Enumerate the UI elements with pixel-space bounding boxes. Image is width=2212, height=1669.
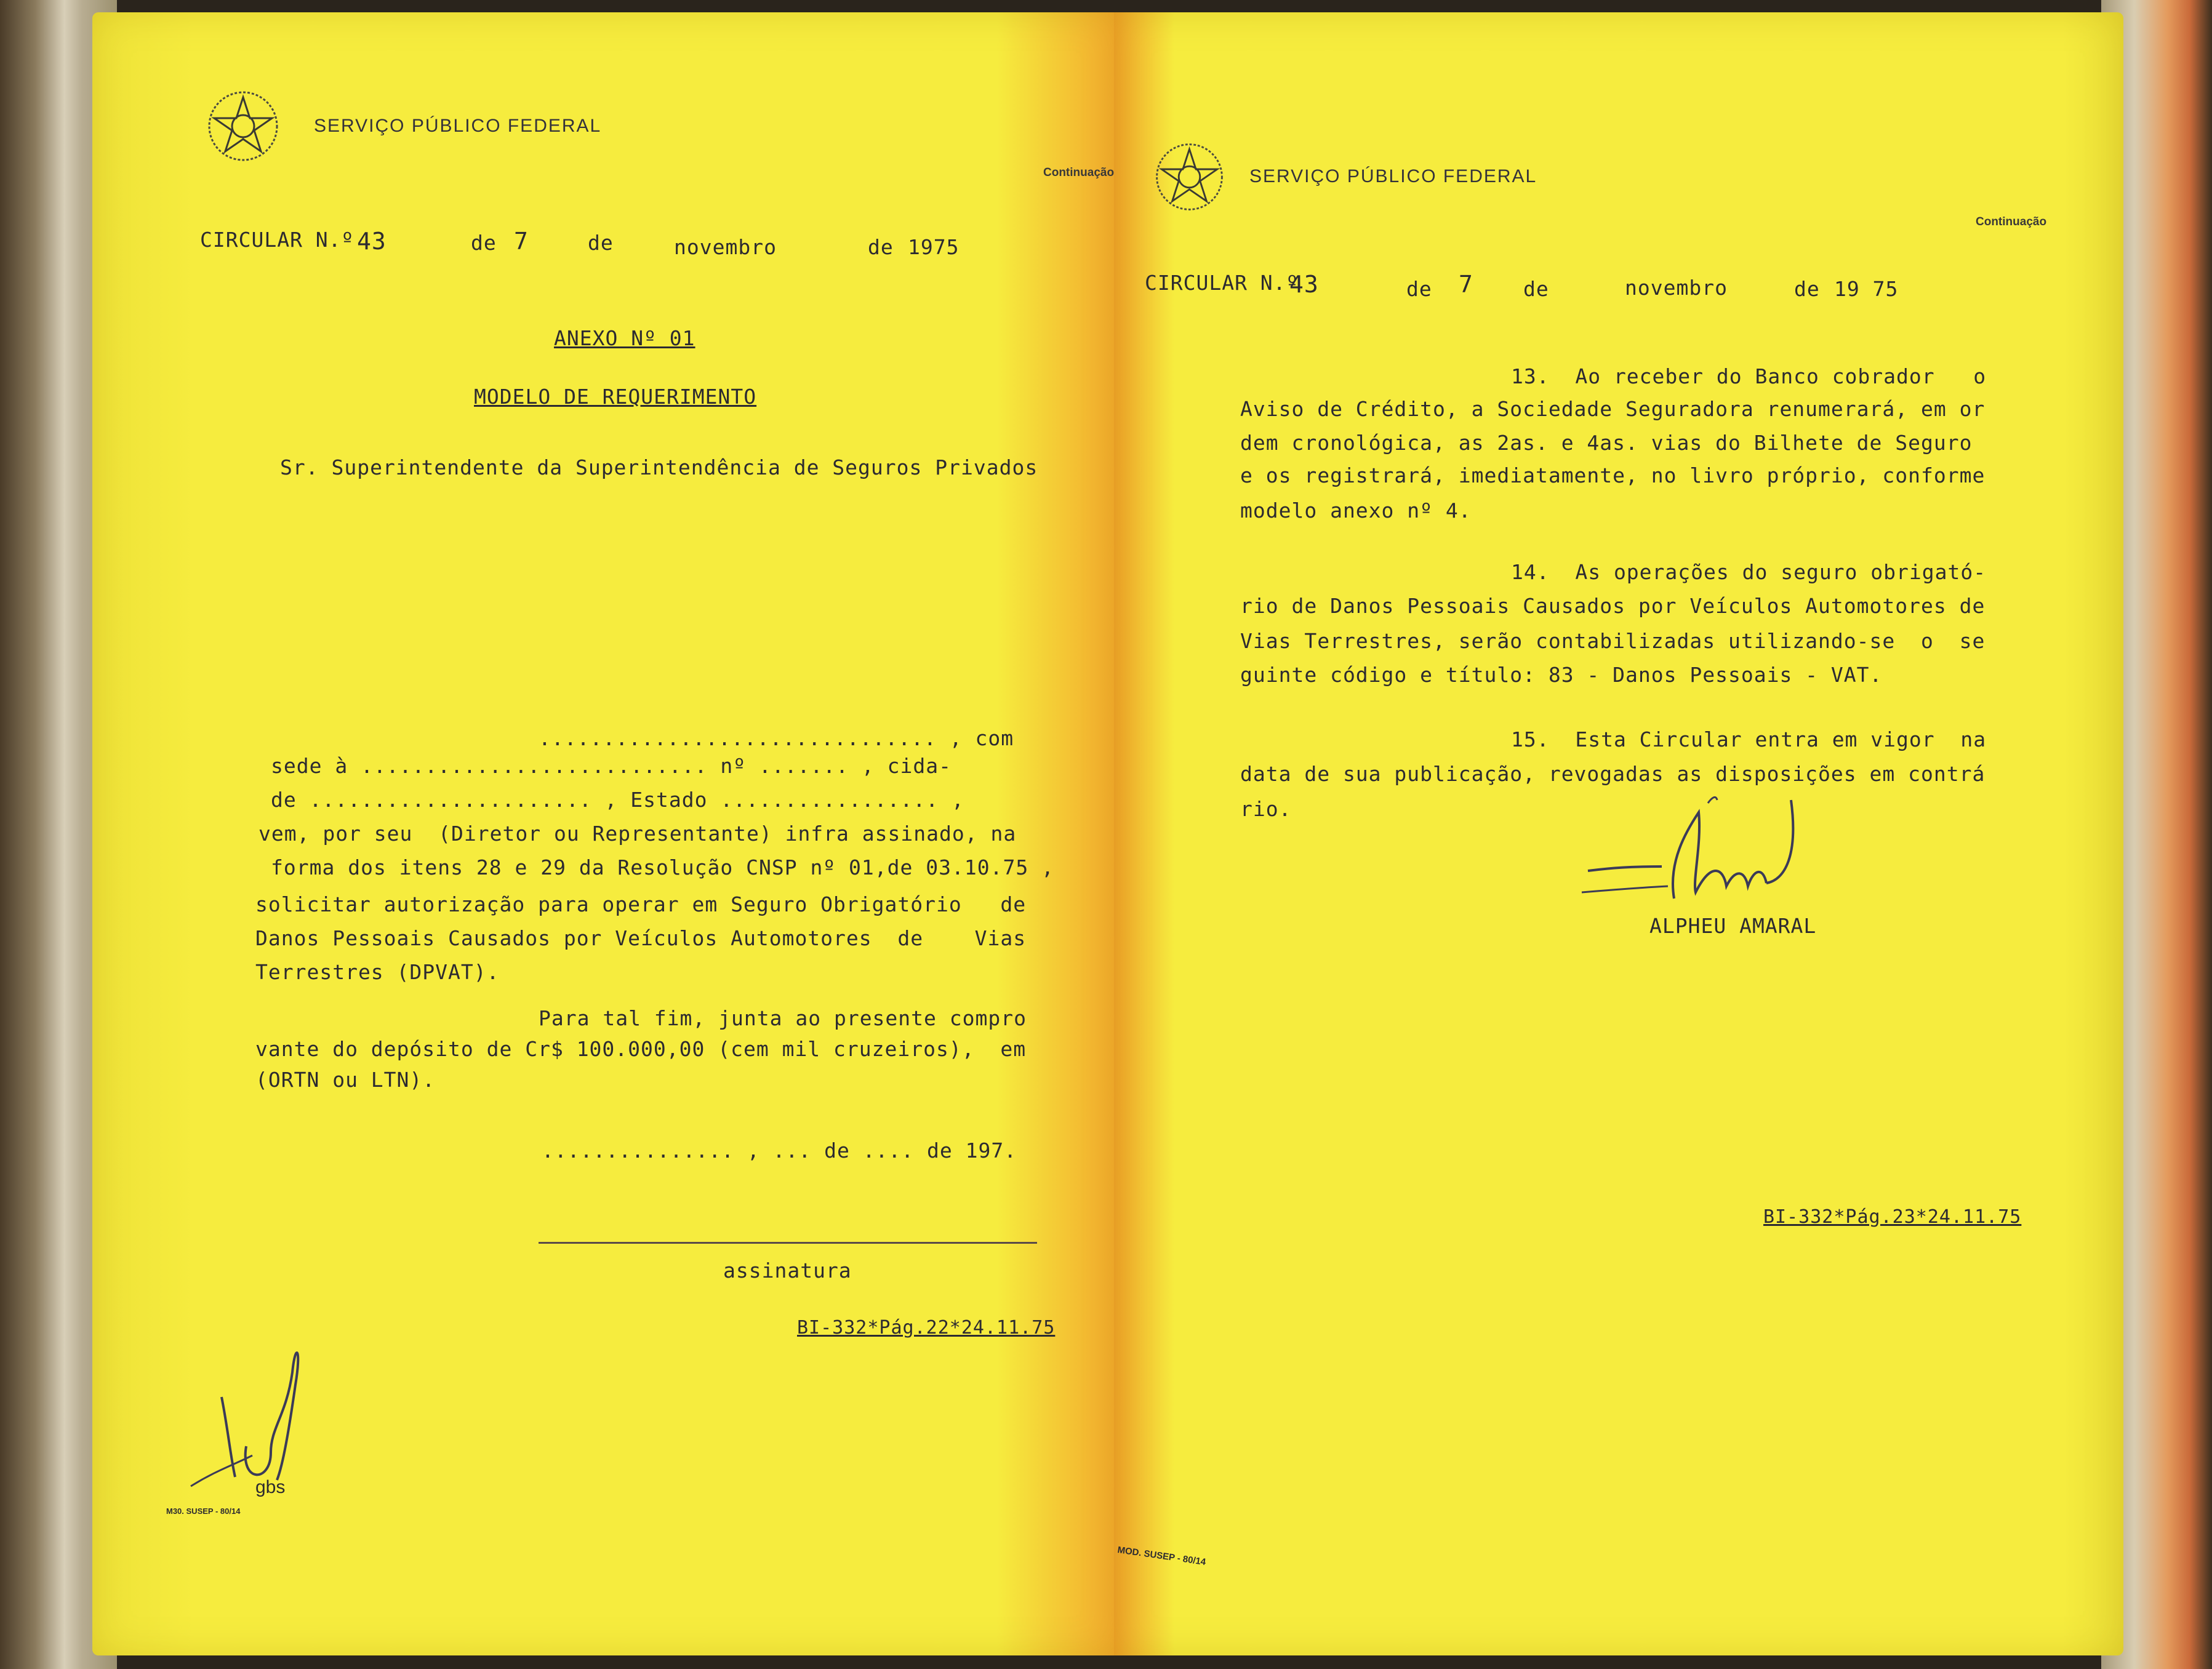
form-line: ............................... , com xyxy=(539,726,1014,750)
circular-de-2: de xyxy=(588,231,614,255)
left-page xyxy=(92,12,1120,1655)
item13-line: e os registrará, imediatamente, no livro próprio, conforme xyxy=(1240,463,1986,487)
signature-rule xyxy=(539,1242,1037,1244)
continuation-label: Continuação xyxy=(1976,215,2047,228)
item15-line: data de sua publicação, revogadas as disposições em contrá xyxy=(1240,762,1986,786)
circular-label: CIRCULAR N.º xyxy=(200,228,355,252)
item15-line: rio. xyxy=(1240,797,1292,821)
handwritten-signature xyxy=(1569,788,1803,929)
circular-year: 1975 xyxy=(908,235,960,259)
page-reference: BI-332*Pág.23*24.11.75 xyxy=(1763,1206,2022,1228)
paragraph-line: vante do depósito de Cr$ 100.000,00 (cem mil cruzeiros), em xyxy=(255,1037,1027,1061)
circular-de-3: de xyxy=(868,235,894,259)
form-line: Terrestres (DPVAT). xyxy=(255,960,500,984)
annex-title: ANEXO Nº 01 xyxy=(554,326,695,350)
form-line: Danos Pessoais Causados por Veículos Automotores de Vias xyxy=(255,926,1027,950)
coat-of-arms-icon xyxy=(1151,138,1228,215)
form-code: M30. SUSEP - 80/14 xyxy=(166,1507,241,1516)
form-line: forma dos itens 28 e 29 da Resolução CNSP nº 01,de 03.10.75 , xyxy=(271,855,1054,879)
handwritten-initial-signature xyxy=(178,1323,339,1489)
item13-line: modelo anexo nº 4. xyxy=(1240,498,1472,522)
signature-label: assinatura xyxy=(723,1259,852,1283)
model-title: MODELO DE REQUERIMENTO xyxy=(474,385,757,409)
continuation-label: Continuação xyxy=(1043,166,1115,179)
item14-line: Vias Terrestres, serão contabilizadas utilizando-se o se xyxy=(1240,629,1986,653)
item13-line: Aviso de Crédito, a Sociedade Seguradora renumerará, em or xyxy=(1240,397,1986,421)
circular-month: novembro xyxy=(1625,276,1728,300)
form-line: solicitar autorização para operar em Seguro Obrigatório de xyxy=(255,892,1027,916)
signatory-name: ALPHEU AMARAL xyxy=(1649,914,1817,938)
form-line: de ...................... , Estado ................. , xyxy=(271,788,964,812)
form-code: MOD. SUSEP - 80/14 xyxy=(1116,1545,1207,1567)
circular-label: CIRCULAR N.º xyxy=(1145,271,1299,295)
circular-de-1: de xyxy=(471,231,497,255)
page-reference: BI-332*Pág.22*24.11.75 xyxy=(797,1317,1056,1339)
form-line: sede à ........................... nº ....... , cida- xyxy=(271,754,952,778)
item14-line: 14. As operações do seguro obrigató- xyxy=(1511,560,1987,584)
circular-de-2: de xyxy=(1523,277,1549,301)
circular-year: 19 75 xyxy=(1834,277,1899,301)
right-page xyxy=(1114,12,2123,1655)
circular-de-1: de xyxy=(1406,277,1432,301)
typist-initials: gbs xyxy=(255,1477,286,1497)
circular-month: novembro xyxy=(674,235,777,259)
item15-line: 15. Esta Circular entra em vigor na xyxy=(1511,727,1987,751)
paragraph-line: Para tal fim, junta ao presente compro xyxy=(539,1006,1027,1030)
circular-de-3: de xyxy=(1794,277,1820,301)
circular-day: 7 xyxy=(514,228,529,255)
header-title: SERVIÇO PÚBLICO FEDERAL xyxy=(1249,166,1537,186)
addressee: Sr. Superintendente da Superintendência de Seguros Privados xyxy=(280,455,1038,479)
date-line: ............... , ... de .... de 197. xyxy=(542,1139,1017,1163)
item13-line: 13. Ao receber do Banco cobrador o xyxy=(1511,364,1987,388)
coat-of-arms-icon xyxy=(203,86,283,166)
item14-line: guinte código e título: 83 - Danos Pessoais - VAT. xyxy=(1240,663,1883,687)
item14-line: rio de Danos Pessoais Causados por Veículos Automotores de xyxy=(1240,594,1986,618)
circular-day: 7 xyxy=(1459,271,1473,298)
circular-number: 43 xyxy=(1289,271,1319,298)
header-title: SERVIÇO PÚBLICO FEDERAL xyxy=(314,116,602,136)
circular-number: 43 xyxy=(357,228,387,255)
paragraph-line: (ORTN ou LTN). xyxy=(255,1068,436,1092)
form-line: vem, por seu (Diretor ou Representante) infra assinado, na xyxy=(258,822,1017,846)
item13-line: dem cronológica, as 2as. e 4as. vias do Bilhete de Seguro xyxy=(1240,431,1973,455)
